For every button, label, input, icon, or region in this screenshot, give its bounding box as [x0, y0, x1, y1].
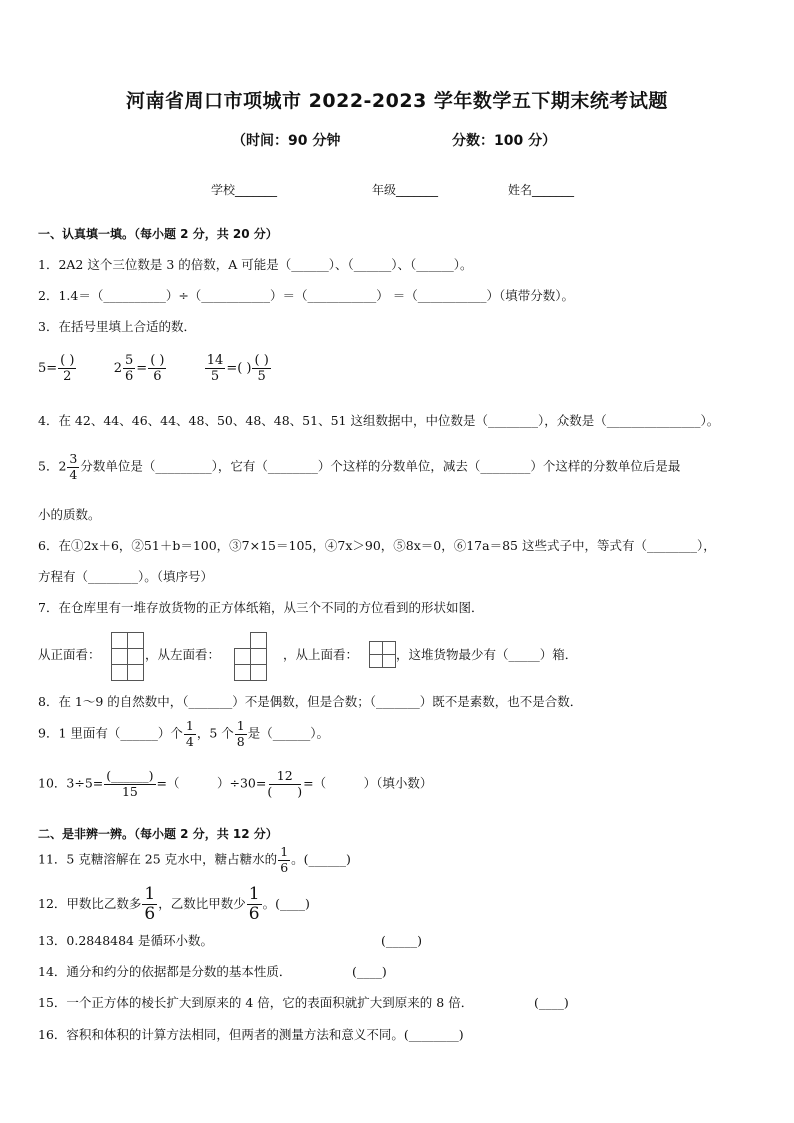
numerator: 5 [125, 353, 134, 368]
q10-fraction-2 [267, 770, 302, 798]
q5-text: 分数单位是（_________），它有（________）个这样的分数单位，减去（________）个这样的分数单位后是最 [80, 458, 681, 474]
denominator: 4 [69, 466, 78, 482]
question-2: 2．1.4＝（__________）÷（___________）＝（___________） ＝（___________）（填带分数）。 [38, 288, 575, 303]
section-2-heading: 二、是非辨一辨。（每小题 2 分，共 12 分） [38, 827, 278, 841]
q3-b-fraction-2 [148, 354, 166, 383]
q12-mid: ，乙数比甲数少 [158, 896, 246, 911]
q7-front-label: 从正面看： [38, 647, 101, 662]
q7-end: ，这堆货物最少有（_____）箱． [396, 647, 578, 662]
question-13: 13．0.2848484 是循环小数。 [38, 933, 213, 948]
q11-fraction [278, 846, 290, 874]
question-15: 15．一个正方体的棱长扩大到原来的 4 倍，它的表面积就扩大到原来的 8 倍． [38, 995, 474, 1010]
q7-top-label: ，从上面看： [283, 647, 359, 662]
question-14: 14．通分和约分的依据都是分数的基本性质． [38, 964, 292, 979]
question-14-blank: (____) [352, 964, 387, 979]
q11-end: 。(______) [291, 851, 351, 867]
question-10 [38, 770, 432, 798]
question-6-line-2: 方程有（________）。（填序号） [38, 569, 214, 584]
q5-int: 2 [58, 458, 67, 474]
denominator: 6 [144, 904, 156, 924]
question-8: 8．在 1～9 的自然数中，（_______）不是偶数，但是合数；（_______）既不是素数，也不是合数． [38, 694, 583, 709]
question-15-blank: (____) [534, 995, 569, 1010]
question-11 [38, 846, 351, 874]
q10-end: =（ ）（填小数） [303, 775, 433, 791]
denominator: 6 [153, 369, 162, 384]
question-5-line-2: 小的质数。 [38, 507, 101, 522]
question-3-fractions [38, 354, 272, 383]
question-4: 4．在 42、44、46、44、48、50、48、48、51、51 这组数据中，中位数是（________），众数是（_______________）。 [38, 413, 720, 428]
name-field: 姓名_______ [508, 183, 575, 197]
school-field: 学校_______ [211, 183, 278, 197]
q10-fraction-1 [104, 770, 155, 798]
q10-mid: =（ ）÷30= [156, 775, 267, 791]
numerator: 1 [236, 718, 245, 733]
exam-time: （时间：90 分钟 [232, 133, 341, 149]
question-9 [38, 720, 329, 748]
page-title: 河南省周口市项城市 2022-2023 学年数学五下期末统考试题 [126, 90, 668, 112]
q3-c-fraction [205, 354, 226, 383]
section-1-heading: 一、认真填一填。（每小题 2 分，共 20 分） [38, 227, 278, 241]
denominator: 6 [248, 904, 260, 924]
denominator: 2 [63, 369, 72, 384]
q3-a-fraction [58, 354, 76, 383]
q7-left-label: ，从左面看： [145, 647, 221, 662]
q3-b-int: 2 [113, 361, 123, 376]
q3-b-fraction [123, 354, 135, 383]
question-16: 16．容积和体积的计算方法相同，但两者的测量方法和意义不同。(________) [38, 1027, 464, 1042]
denominator: 5 [257, 369, 266, 384]
question-5 [38, 453, 680, 481]
denominator: 4 [185, 733, 194, 749]
denominator: 8 [236, 733, 245, 749]
q12-text: 12．甲数比乙数多 [38, 896, 142, 911]
numerator: ( ) [254, 353, 269, 368]
equals: = [136, 361, 148, 376]
equals: =( ) [226, 361, 252, 376]
q12-fraction-2 [247, 886, 262, 923]
q9-text: 9．1 里面有（______）个 [38, 725, 183, 741]
numerator: 3 [69, 451, 78, 466]
question-6-line-1: 6．在①2x＋6，②51＋b＝100，③7×15＝105，④7x＞90，⑤8x＝0，⑥17a＝85 这些式子中，等式有（________）， [38, 538, 716, 553]
numerator: (______) [106, 768, 154, 783]
denominator: 15 [121, 783, 138, 799]
numerator: 1 [185, 718, 194, 733]
grade-field: 年级_______ [372, 183, 439, 197]
denominator: 6 [280, 859, 289, 875]
q11-text: 11．5 克糖溶解在 25 克水中，糖占糖水的 [38, 851, 278, 867]
q5-number: 5． [38, 458, 59, 474]
denominator: 6 [125, 369, 134, 384]
numerator: 1 [280, 844, 289, 859]
q3-c-fraction-2 [252, 354, 270, 383]
question-1: 1．2A2 这个三位数是 3 的倍数，A 可能是（______）、（______）、（______）。 [38, 257, 473, 272]
denominator: ( ) [267, 783, 303, 799]
question-12 [38, 886, 310, 923]
denominator: 5 [210, 369, 220, 384]
question-7: 7．在仓库里有一堆存放货物的正方体纸箱，从三个不同的方位看到的形状如图． [38, 600, 484, 615]
q5-fraction [67, 453, 79, 481]
question-3: 3．在括号里填上合适的数． [38, 319, 196, 334]
q9-mid: ，5 个 [196, 725, 234, 741]
numerator: 12 [269, 770, 301, 785]
numerator: ( ) [60, 353, 75, 368]
q12-fraction-1 [142, 886, 157, 923]
question-13-blank: (_____) [381, 933, 423, 948]
q9-fraction-1 [184, 720, 196, 748]
numerator: 14 [206, 353, 224, 368]
q9-fraction-2 [235, 720, 247, 748]
numerator: 1 [144, 884, 156, 904]
exam-score: 分数：100 分） [452, 133, 557, 149]
numerator: ( ) [150, 353, 165, 368]
q10-text: 10．3÷5= [38, 775, 104, 791]
numerator: 1 [248, 884, 260, 904]
q3-a-left: 5= [38, 361, 58, 376]
q9-end: 是（______）。 [247, 725, 329, 741]
q12-end: 。(____) [262, 896, 310, 911]
